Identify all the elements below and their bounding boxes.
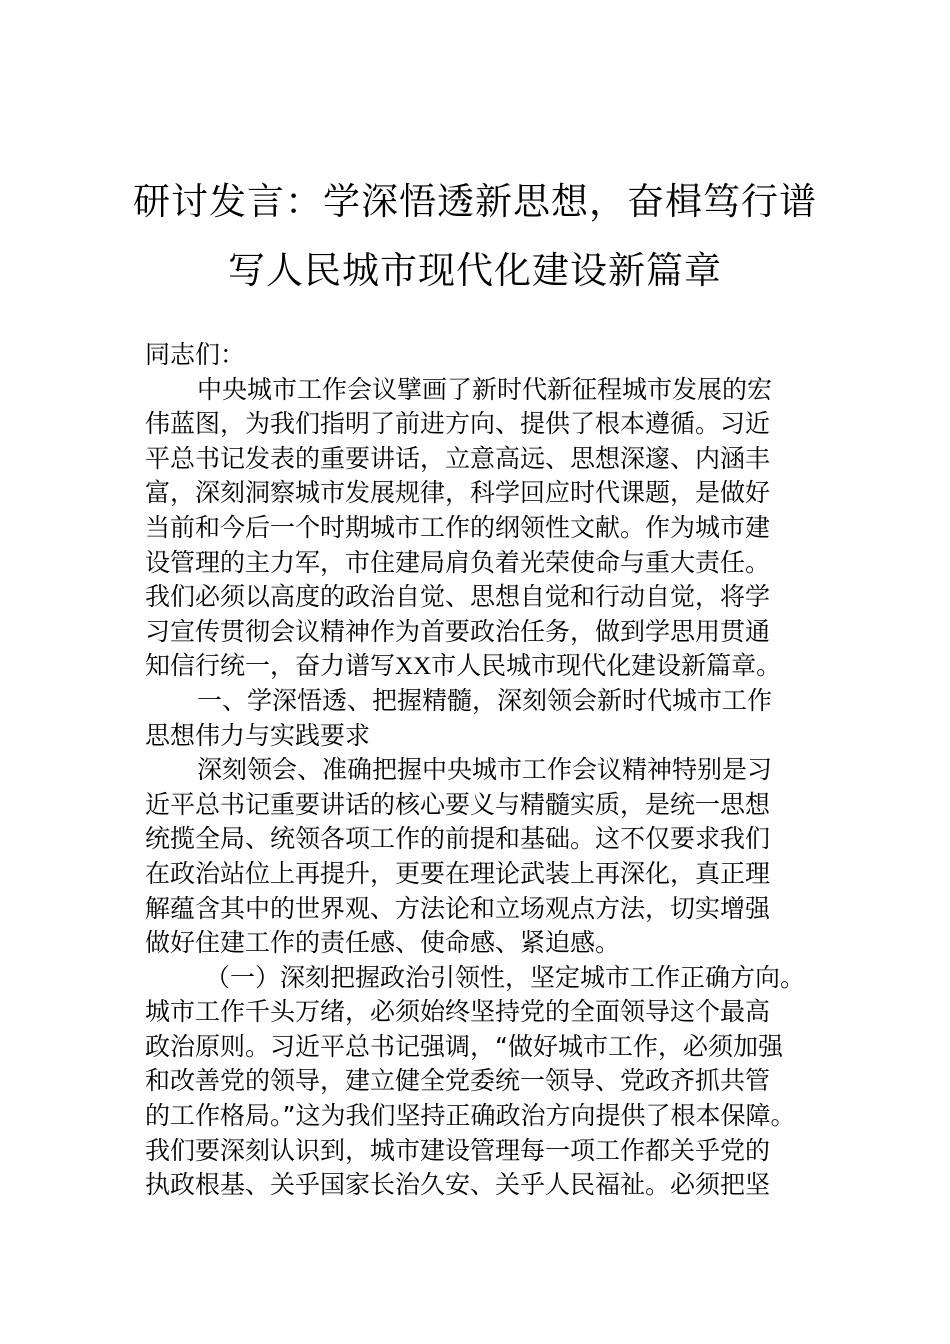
paragraph-line: 伟蓝图，为我们指明了前进方向、提供了根本遵循。习近 — [145, 409, 771, 439]
paragraph-line: 近平总书记重要讲话的核心要义与精髓实质，是统一思想 — [145, 789, 771, 819]
paragraph-line: 富，深刻洞察城市发展规律，科学回应时代课题，是做好 — [145, 478, 771, 508]
paragraph-line: 中央城市工作会议擘画了新时代新征程城市发展的宏 — [197, 374, 773, 404]
line-segment: 市人民城市现代化建设新篇章。 — [431, 651, 782, 681]
paragraph-line — [145, 649, 810, 684]
paragraph-line: 做好住建工作的责任感、使命感、紧迫感。 — [145, 928, 621, 958]
paragraph-line: 执政根基、关乎国家长治久安、关乎人民福祉。必须把坚 — [145, 1170, 771, 1200]
document-body — [145, 338, 810, 1203]
paragraph-line: 我们要深刻认识到，城市建设管理每一项工作都关乎党的 — [145, 1135, 771, 1165]
line-segment: 知信行统一，奋力谱写 — [145, 651, 396, 681]
paragraph-line: 政治原则。习近平总书记强调，“做好城市工作，必须加强 — [145, 1031, 783, 1061]
salutation: 同志们： — [145, 340, 246, 369]
paragraph-line: 当前和今后一个时期城市工作的纲领性文献。作为城市建 — [145, 512, 771, 542]
document-title-line-2: 写人民城市现代化建设新篇章 — [228, 249, 722, 292]
paragraph-line: 习宣传贯彻会议精神作为首要政治任务，做到学思用贯通 — [145, 616, 771, 646]
city-placeholder: XX — [395, 653, 432, 681]
section-heading-line: 思想伟力与实践要求 — [145, 720, 371, 750]
paragraph-line: 解蕴含其中的世界观、方法论和立场观点方法，切实增强 — [145, 893, 771, 923]
paragraph-line: 城市工作千头万绪，必须始终坚持党的全面领导这个最高 — [145, 997, 771, 1027]
paragraph-line: 设管理的主力军，市住建局肩负着光荣使命与重大责任。 — [145, 547, 771, 577]
paragraph-line: 的工作格局。”这为我们坚持正确政治方向提供了根本保障。 — [145, 1101, 796, 1131]
paragraph-line: 在政治站位上再提升，更要在理论武装上再深化，真正理 — [145, 858, 771, 888]
paragraph-line: 和改善党的领导，建立健全党委统一领导、党政齐抓共管 — [145, 1066, 771, 1096]
subsection-heading-line: （一）深刻把握政治引领性，坚定城市工作正确方向。 — [205, 962, 806, 992]
paragraph-line: 平总书记发表的重要讲话，立意高远、思想深邃、内涵丰 — [145, 443, 771, 473]
paragraph-line: 统揽全局、统领各项工作的前提和基础。这不仅要求我们 — [145, 824, 771, 854]
paragraph-line: 深刻领会、准确把握中央城市工作会议精神特别是习 — [197, 755, 773, 785]
document-title-line-1: 研讨发言：学深悟透新思想，奋楫笃行谱 — [133, 180, 817, 223]
section-heading-line: 一、学深悟透、把握精髓，深刻领会新时代城市工作 — [197, 685, 773, 715]
paragraph-line: 我们必须以高度的政治自觉、思想自觉和行动自觉，将学 — [145, 582, 771, 612]
